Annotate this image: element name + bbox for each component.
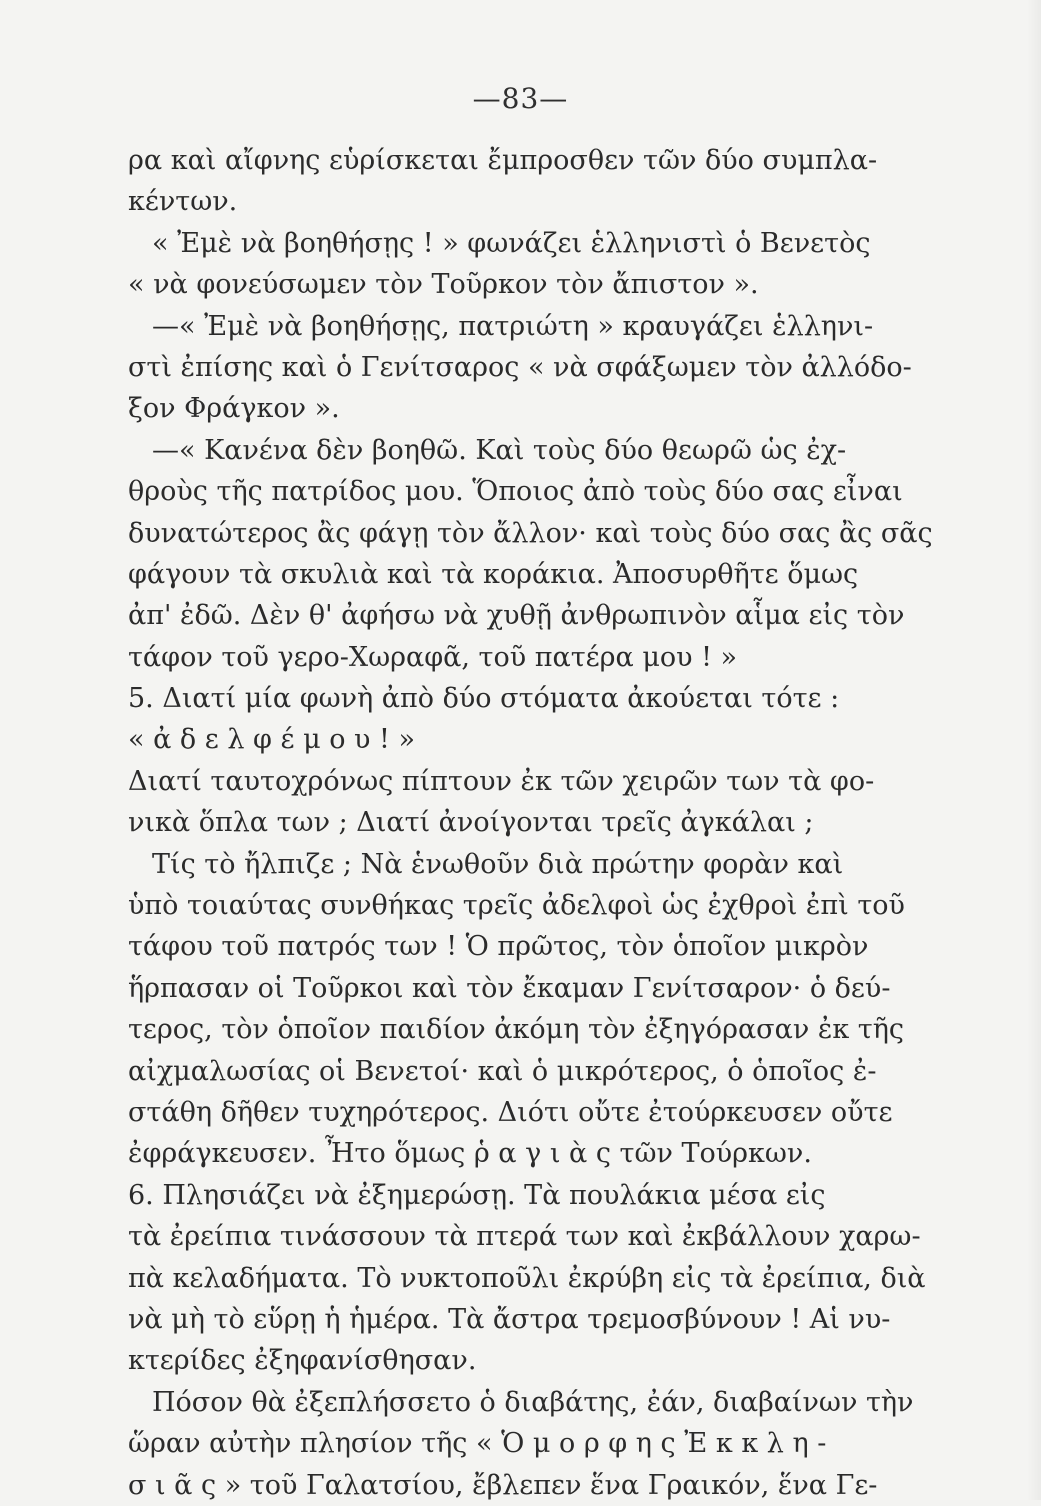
text-line: τὰ ἐρείπια τινάσσουν τὰ πτερά των καὶ ἐκβάλλουν χαρω- (128, 1221, 921, 1253)
text-line: πὰ κελαδήματα. Τὸ νυκτοποῦλι ἐκρύβη εἰς τὰ ἐρείπια, διὰ (128, 1262, 926, 1294)
text-line: —« Ἐμὲ νὰ βοηθήσῃς, πατριώτη » κραυγάζει ἑλληνι- (152, 310, 874, 342)
text-line: ρα καὶ αἴφνης εὑρίσκεται ἔμπροσθεν τῶν δύο συμπλα- (128, 145, 878, 176)
page-number: —83— (472, 82, 569, 115)
scan-edge-shadow (1027, 0, 1041, 1500)
text-line: τερος, τὸν ὁποῖον παιδίον ἀκόμη τὸν ἐξηγόρασαν ἐκ τῆς (128, 1014, 905, 1046)
text-line: στάθη δῆθεν τυχηρότερος. Διότι οὔτε ἐτούρκευσεν οὔτε (128, 1096, 893, 1128)
text-line: « ἀ δ ε λ φ έ μ ο υ ! » (128, 724, 415, 756)
text-line: ἥρπασαν οἱ Τοῦρκοι καὶ τὸν ἔκαμαν Γενίτσαρον· ὁ δεύ- (128, 972, 891, 1004)
text-line: 6. Πλησιάζει νὰ ἐξημερώσῃ. Τὰ πουλάκια μέσα εἰς (128, 1179, 826, 1211)
body-text (128, 140, 933, 1506)
text-line: ὥραν αὐτὴν πλησίον τῆς « Ὁ μ ο ρ φ η ς Ἐ κ κ λ η - (128, 1428, 827, 1460)
text-line: ὑπὸ τοιαύτας συνθήκας τρεῖς ἀδελφοὶ ὡς ἐχθροὶ ἐπὶ τοῦ (128, 890, 905, 922)
text-line: τάφον τοῦ γερο-Χωραφᾶ, τοῦ πατέρα μου ! » (128, 641, 738, 673)
text-line: αἰχμαλωσίας οἱ Βενετοί· καὶ ὁ μικρότερος, ὁ ὁποῖος ἐ- (128, 1055, 877, 1087)
text-line: ἀπ' ἐδῶ. Δὲν θ' ἀφήσω νὰ χυθῇ ἀνθρωπινὸν αἷμα εἰς τὸν (128, 600, 905, 632)
text-line: Πόσον θὰ ἐξεπλήσσετο ὁ διαβάτης, ἐάν, διαβαίνων τὴν (152, 1386, 914, 1418)
text-line: κέντων. (128, 186, 238, 218)
text-line: « νὰ φονεύσωμεν τὸν Τοῦρκον τὸν ἄπιστον ». (128, 269, 759, 301)
text-line: τάφου τοῦ πατρός των ! Ὁ πρῶτος, τὸν ὁποῖον μικρὸν (128, 931, 869, 963)
text-line: σ ι ᾶ ς » τοῦ Γαλατσίου, ἔβλεπεν ἕνα Γραικόν, ἕνα Γε- (128, 1469, 878, 1501)
text-line: ξον Φράγκον ». (128, 393, 340, 425)
text-line: κτερίδες ἐξηφανίσθησαν. (128, 1345, 477, 1377)
text-line: Διατί ταυτοχρόνως πίπτουν ἐκ τῶν χειρῶν των τὰ φο- (128, 765, 875, 797)
text-line: Τίς τὸ ἤλπιζε ; Νὰ ἑνωθοῦν διὰ πρώτην φορὰν καὶ (152, 848, 844, 880)
text-line: θροὺς τῆς πατρίδος μου. Ὅποιος ἀπὸ τοὺς δύο σας εἶναι (128, 476, 903, 508)
text-line: στὶ ἐπίσης καὶ ὁ Γενίτσαρος « νὰ σφάξωμεν τὸν ἀλλόδο- (128, 351, 912, 383)
text-line: δυνατώτερος ἂς φάγῃ τὸν ἄλλον· καὶ τοὺς δύο σας ἂς σᾶς (128, 517, 933, 549)
text-line: ἐφράγκευσεν. Ἦτο ὅμως ῥ α γ ι ὰ ς τῶν Τούρκων. (128, 1138, 812, 1170)
text-line: —« Κανένα δὲν βοηθῶ. Καὶ τοὺς δύο θεωρῶ ὡς ἐχ- (152, 434, 847, 466)
text-line: « Ἐμὲ νὰ βοηθήσῃς ! » φωνάζει ἑλληνιστὶ ὁ Βενετὸς (152, 227, 871, 259)
text-line: νικὰ ὅπλα των ; Διατί ἀνοίγονται τρεῖς ἀγκάλαι ; (128, 807, 814, 839)
text-line: 5. Διατί μία φωνὴ ἀπὸ δύο στόματα ἀκούεται τότε : (128, 683, 840, 715)
text-line: φάγουν τὰ σκυλιὰ καὶ τὰ κοράκια. Ἀποσυρθῆτε ὅμως (128, 558, 859, 590)
text-line: νὰ μὴ τὸ εὕρῃ ἡ ἡμέρα. Τὰ ἄστρα τρεμοσβύνουν ! Αἱ νυ- (128, 1303, 891, 1335)
